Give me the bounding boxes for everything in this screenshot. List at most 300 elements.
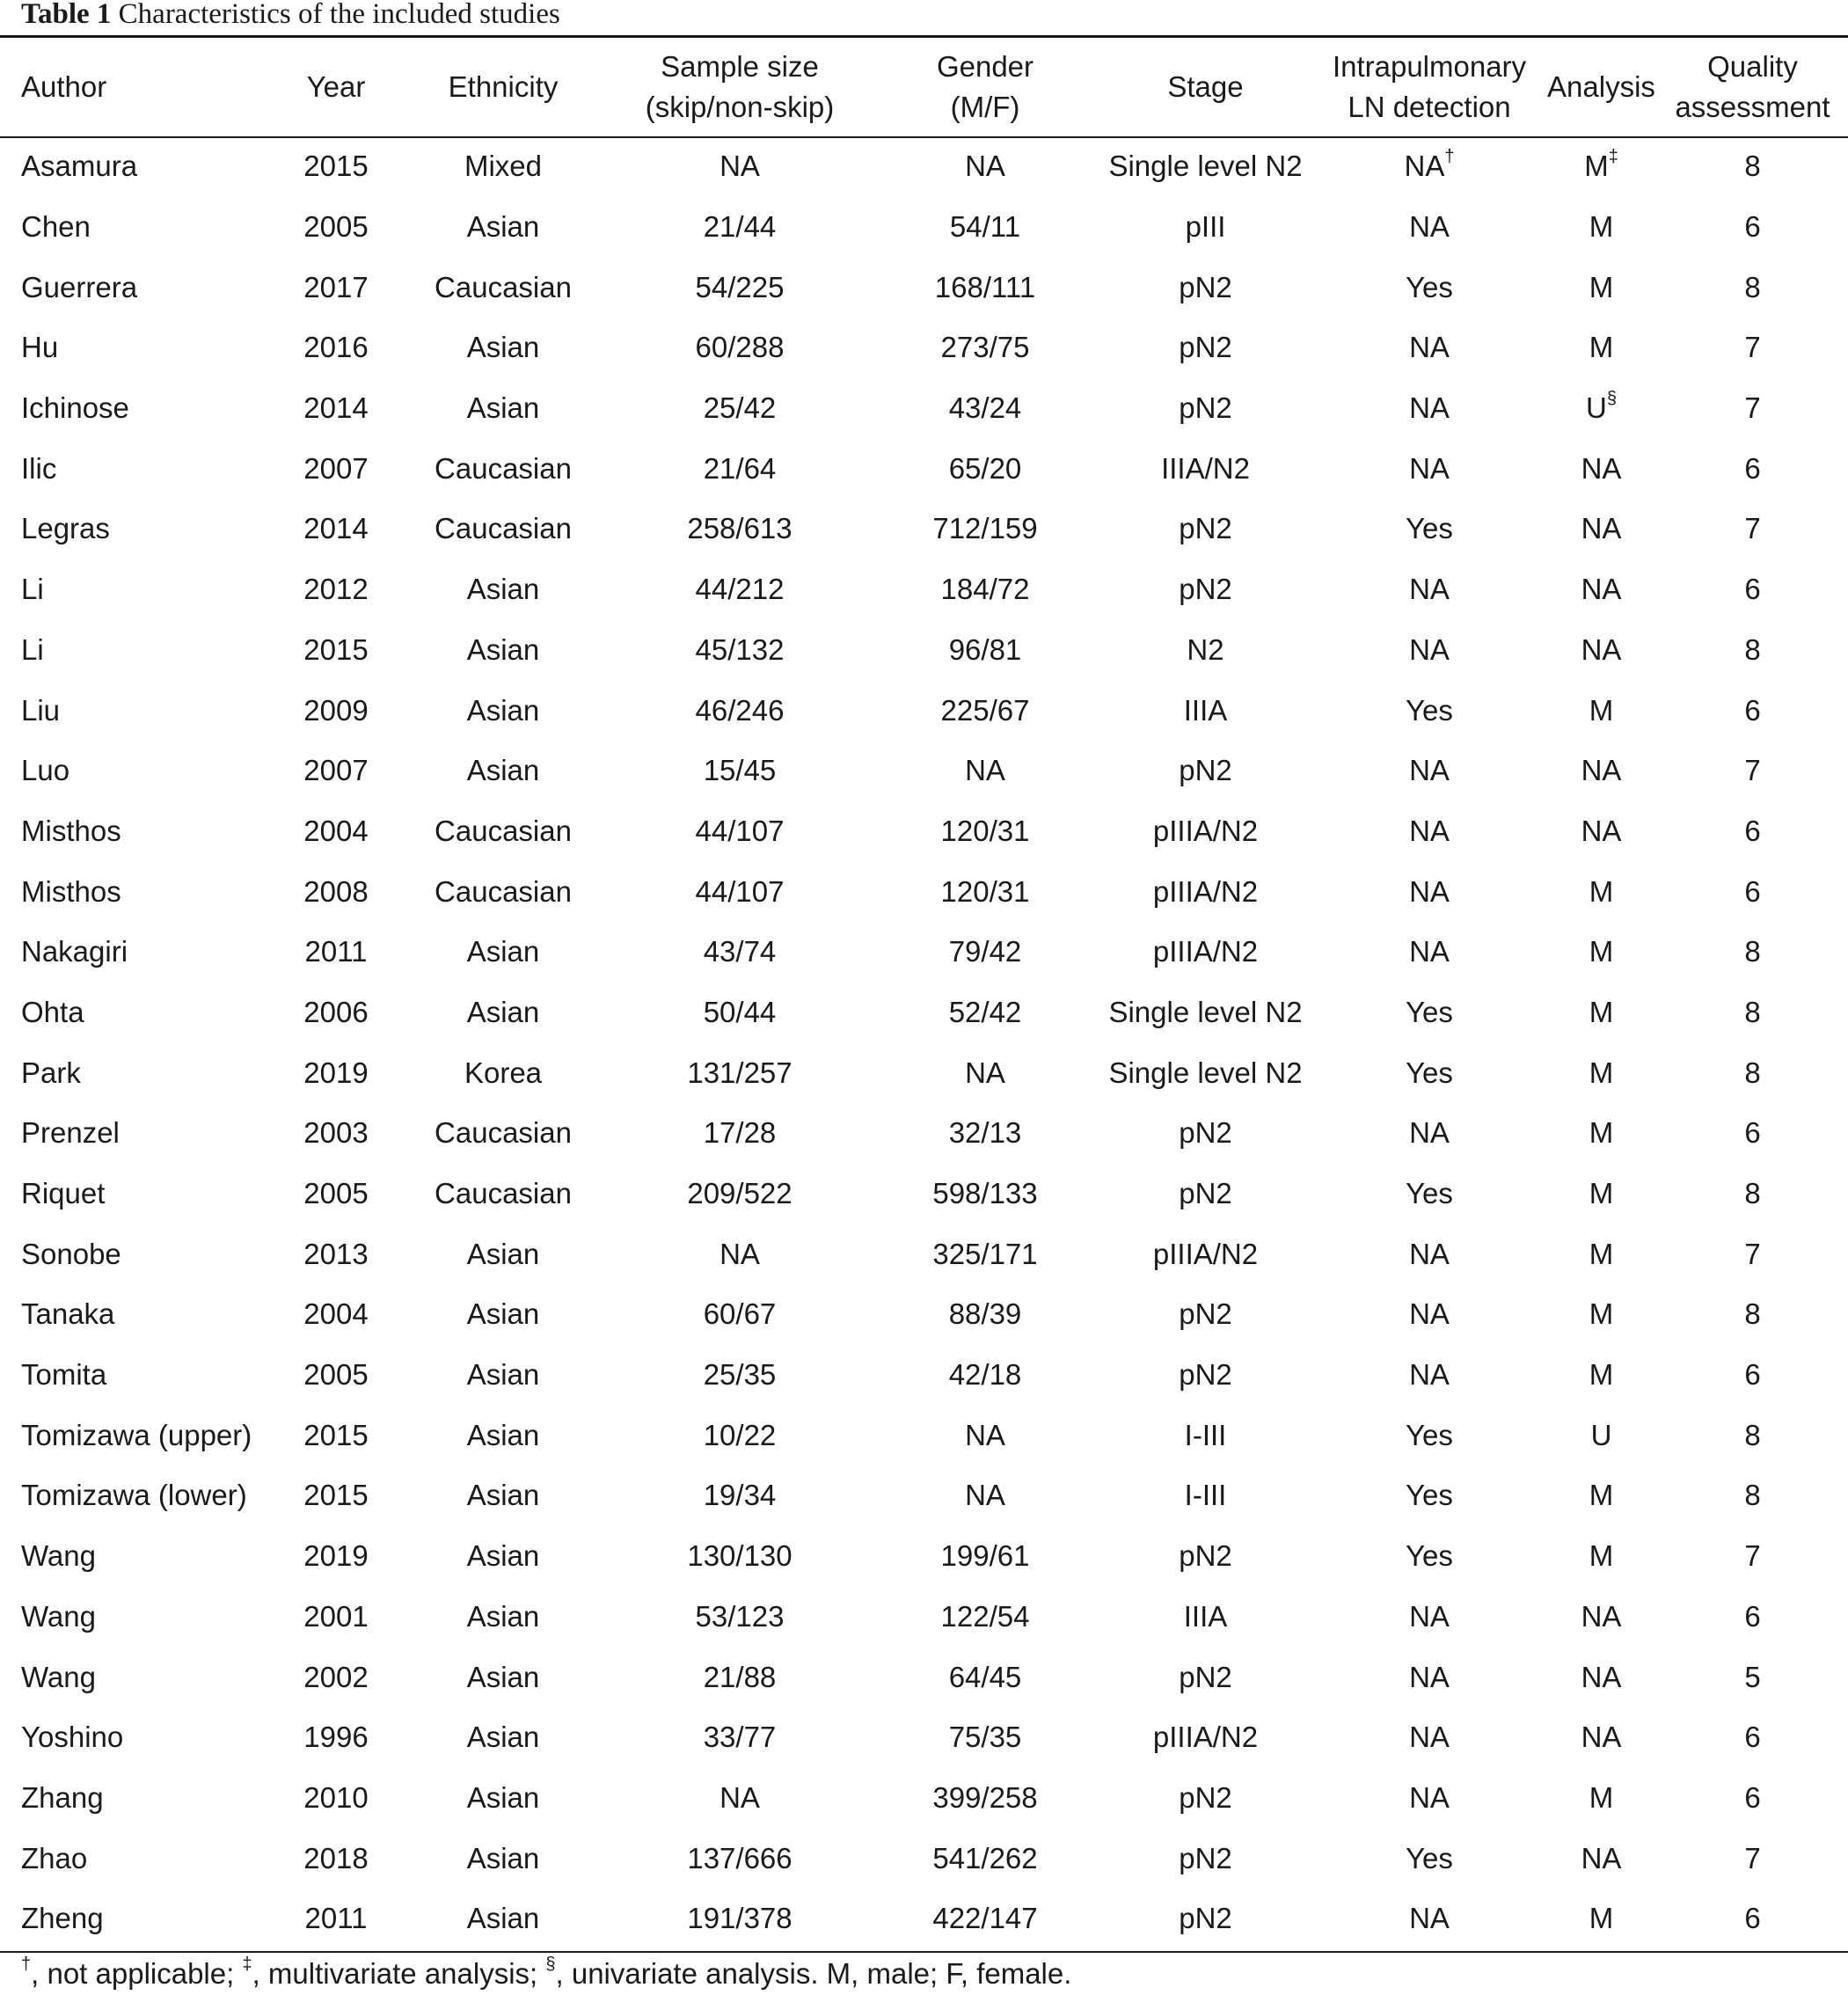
cell-sample-size: 25/35 xyxy=(703,1358,777,1392)
header-row xyxy=(0,38,1848,136)
cell-quality: 6 xyxy=(1744,814,1761,847)
cell-ln-detection: NA xyxy=(1409,1297,1450,1331)
cell-sample-size: 209/522 xyxy=(687,1177,793,1210)
cell-gender: 43/24 xyxy=(948,391,1022,425)
cell-stage: IIIA/N2 xyxy=(1161,451,1250,485)
cell-ethnicity: Asian xyxy=(466,693,540,727)
cell-gender: NA xyxy=(965,150,1005,183)
cell-ethnicity: Asian xyxy=(466,1539,540,1573)
cell-year: 2013 xyxy=(303,1237,369,1270)
cell-author: Tomita xyxy=(21,1358,107,1392)
cell-gender: NA xyxy=(965,754,1005,787)
cell-gender: 54/11 xyxy=(949,210,1021,244)
cell-analysis: NA xyxy=(1581,1841,1622,1874)
cell-author: Legras xyxy=(21,512,110,545)
table-footnote: †, not applicable; ‡, multivariate analysis; §, univariate analysis. M, male; F, female. xyxy=(21,1955,1072,1990)
cell-analysis: NA xyxy=(1581,1599,1622,1633)
cell-quality: 8 xyxy=(1744,1479,1761,1512)
cell-quality: 8 xyxy=(1744,1418,1761,1451)
cell-quality: 7 xyxy=(1744,391,1761,425)
cell-stage: Single level N2 xyxy=(1108,1056,1303,1089)
cell-sample-size: 44/107 xyxy=(695,814,785,847)
cell-gender: 325/171 xyxy=(932,1237,1038,1270)
cell-gender: 598/133 xyxy=(932,1177,1038,1210)
cell-year: 2002 xyxy=(303,1660,369,1693)
cell-year: 2012 xyxy=(303,573,369,606)
cell-analysis: M xyxy=(1589,1479,1614,1512)
cell-year: 2017 xyxy=(303,270,369,303)
cell-analysis: M xyxy=(1589,270,1614,303)
cell-ln-detection: NA xyxy=(1409,451,1450,485)
cell-ethnicity: Asian xyxy=(466,391,540,425)
cell-year: 2001 xyxy=(303,1599,369,1633)
cell-author: Ichinose xyxy=(21,391,129,425)
cell-analysis: M xyxy=(1589,1539,1614,1573)
cell-author: Wang xyxy=(21,1539,96,1573)
table-row xyxy=(0,438,1848,499)
cell-gender: 399/258 xyxy=(932,1780,1038,1814)
cell-author: Zhao xyxy=(21,1841,88,1874)
cell-author: Tanaka xyxy=(21,1297,115,1331)
cell-stage: pN2 xyxy=(1179,512,1232,545)
cell-gender: 42/18 xyxy=(948,1358,1022,1392)
cell-ln-detection: NA xyxy=(1409,1721,1450,1754)
cell-gender: 168/111 xyxy=(934,270,1036,303)
cell-year: 2016 xyxy=(303,331,369,364)
cell-ln-detection: Yes xyxy=(1406,270,1453,303)
cell-author: Prenzel xyxy=(21,1116,120,1150)
cell-analysis: NA xyxy=(1581,451,1622,485)
table-row xyxy=(0,983,1848,1043)
cell-quality: 6 xyxy=(1744,874,1761,908)
cell-author: Tomizawa (lower) xyxy=(21,1479,247,1512)
cell-ethnicity: Asian xyxy=(466,1780,540,1814)
cell-year: 2011 xyxy=(304,935,368,968)
cell-ln-detection: NA xyxy=(1409,874,1450,908)
cell-sample-size: 15/45 xyxy=(703,754,777,787)
cell-sample-size: 53/123 xyxy=(695,1599,785,1633)
cell-author: Nakagiri xyxy=(21,935,128,968)
cell-ethnicity: Asian xyxy=(466,331,540,364)
table-row xyxy=(0,1164,1848,1224)
table-row xyxy=(0,922,1848,983)
cell-author: Ohta xyxy=(21,995,84,1028)
cell-analysis: M xyxy=(1589,1297,1614,1331)
cell-author: Li xyxy=(21,632,44,666)
cell-stage: N2 xyxy=(1187,632,1224,666)
cell-sample-size: 258/613 xyxy=(687,512,793,545)
table-row xyxy=(0,1828,1848,1889)
cell-ln-detection: Yes xyxy=(1406,1479,1453,1512)
cell-year: 2015 xyxy=(303,150,369,183)
table-row xyxy=(0,1768,1848,1829)
cell-ethnicity: Caucasian xyxy=(435,1177,572,1210)
cell-analysis: NA xyxy=(1581,1721,1622,1754)
cell-gender: 64/45 xyxy=(948,1660,1022,1693)
cell-year: 2015 xyxy=(303,632,369,666)
cell-ethnicity: Asian xyxy=(466,1841,540,1874)
table-row xyxy=(0,1345,1848,1406)
cell-analysis: M xyxy=(1589,1237,1614,1270)
cell-year: 2011 xyxy=(304,1902,368,1935)
cell-sample-size: 43/74 xyxy=(703,935,777,968)
table-row xyxy=(0,136,1848,197)
cell-ln-detection: NA xyxy=(1409,391,1450,425)
cell-sample-size: 21/44 xyxy=(703,210,777,244)
cell-year: 2014 xyxy=(303,391,369,425)
cell-stage: IIIA xyxy=(1183,693,1228,727)
cell-analysis: U xyxy=(1590,1418,1612,1451)
cell-quality: 6 xyxy=(1744,1721,1761,1754)
cell-ethnicity: Asian xyxy=(466,1721,540,1754)
cell-gender: 184/72 xyxy=(940,573,1030,606)
cell-gender: 541/262 xyxy=(932,1841,1038,1874)
cell-gender: 79/42 xyxy=(948,935,1022,968)
cell-ethnicity: Caucasian xyxy=(435,814,572,847)
cell-quality: 7 xyxy=(1744,1237,1761,1270)
cell-year: 2007 xyxy=(303,754,369,787)
cell-quality: 8 xyxy=(1744,995,1761,1028)
cell-sample-size: 46/246 xyxy=(695,693,785,727)
cell-stage: pN2 xyxy=(1179,1841,1232,1874)
cell-year: 2005 xyxy=(303,1358,369,1392)
cell-ethnicity: Asian xyxy=(466,1599,540,1633)
cell-ethnicity: Asian xyxy=(466,1660,540,1693)
cell-stage: pN2 xyxy=(1179,1116,1232,1150)
cell-quality: 6 xyxy=(1744,1780,1761,1814)
cell-ethnicity: Caucasian xyxy=(435,270,572,303)
cell-year: 2015 xyxy=(303,1418,369,1451)
cell-stage: pN2 xyxy=(1179,754,1232,787)
cell-ln-detection: NA xyxy=(1409,1660,1450,1693)
cell-year: 2005 xyxy=(303,210,369,244)
cell-gender: NA xyxy=(965,1418,1005,1451)
cell-year: 2007 xyxy=(303,451,369,485)
table-row xyxy=(0,1042,1848,1103)
table-row xyxy=(0,1889,1848,1949)
cell-quality: 7 xyxy=(1744,1539,1761,1573)
cell-gender: 712/159 xyxy=(932,512,1038,545)
cell-year: 2019 xyxy=(303,1539,369,1573)
cell-stage: pIIIA/N2 xyxy=(1152,874,1259,908)
col-header-stage: Stage xyxy=(1167,70,1244,103)
col-header-analysis: Analysis xyxy=(1547,70,1655,103)
col-header-quality: Quality assessment xyxy=(1675,50,1830,123)
cell-sample-size: 60/67 xyxy=(703,1297,777,1331)
table-row xyxy=(0,1103,1848,1164)
cell-stage: pN2 xyxy=(1179,1780,1232,1814)
cell-stage: pN2 xyxy=(1179,331,1232,364)
cell-sample-size: 44/212 xyxy=(695,573,785,606)
cell-sample-size: 33/77 xyxy=(703,1721,777,1754)
cell-quality: 6 xyxy=(1744,1902,1761,1935)
cell-author: Zhang xyxy=(21,1780,104,1814)
cell-ethnicity: Asian xyxy=(466,1902,540,1935)
cell-gender: 120/31 xyxy=(940,814,1030,847)
cell-analysis: M xyxy=(1589,693,1614,727)
cell-stage: pIIIA/N2 xyxy=(1152,935,1259,968)
cell-ln-detection: Yes xyxy=(1406,693,1453,727)
cell-author: Wang xyxy=(21,1660,96,1693)
cell-analysis: M xyxy=(1589,331,1614,364)
cell-sample-size: 130/130 xyxy=(687,1539,793,1573)
cell-author: Yoshino xyxy=(21,1721,124,1754)
cell-analysis: M xyxy=(1589,995,1614,1028)
col-header-ln-detection: Intrapulmonary LN detection xyxy=(1332,50,1527,123)
cell-quality: 8 xyxy=(1744,1056,1761,1089)
cell-sample-size: 54/225 xyxy=(695,270,785,303)
cell-sample-size: 21/64 xyxy=(703,451,777,485)
cell-sample-size: NA xyxy=(719,1237,760,1270)
cell-stage: pIII xyxy=(1185,210,1226,244)
cell-ethnicity: Asian xyxy=(466,995,540,1028)
cell-ln-detection: Yes xyxy=(1406,1177,1453,1210)
cell-analysis: M xyxy=(1589,1116,1614,1150)
cell-stage: pN2 xyxy=(1179,1660,1232,1693)
cell-stage: pN2 xyxy=(1179,391,1232,425)
cell-author: Liu xyxy=(21,693,61,727)
cell-ethnicity: Asian xyxy=(466,1297,540,1331)
table-row xyxy=(0,499,1848,559)
cell-ethnicity: Asian xyxy=(466,935,540,968)
cell-ln-detection: NA xyxy=(1409,210,1450,244)
cell-ln-detection: NA xyxy=(1409,1599,1450,1633)
table-row xyxy=(0,1587,1848,1648)
col-header-gender: Gender (M/F) xyxy=(936,50,1034,123)
cell-gender: NA xyxy=(965,1479,1005,1512)
cell-sample-size: 137/666 xyxy=(687,1841,793,1874)
cell-year: 2004 xyxy=(303,1297,369,1331)
cell-sample-size: NA xyxy=(719,1780,760,1814)
cell-ethnicity: Caucasian xyxy=(435,451,572,485)
cell-year: 2006 xyxy=(303,995,369,1028)
cell-stage: pN2 xyxy=(1179,1539,1232,1573)
cell-sample-size: 60/288 xyxy=(695,331,785,364)
cell-ln-detection: Yes xyxy=(1406,1056,1453,1089)
cell-sample-size: 50/44 xyxy=(703,995,777,1028)
cell-quality: 6 xyxy=(1744,210,1761,244)
cell-analysis: M xyxy=(1589,1358,1614,1392)
bottom-rule xyxy=(0,1951,1848,1953)
cell-ethnicity: Asian xyxy=(466,1418,540,1451)
cell-stage: pIIIA/N2 xyxy=(1152,814,1259,847)
cell-sample-size: 10/22 xyxy=(703,1418,777,1451)
cell-analysis: M‡ xyxy=(1584,147,1618,183)
cell-ln-detection: NA xyxy=(1409,1358,1450,1392)
cell-year: 2015 xyxy=(303,1479,369,1512)
cell-sample-size: 25/42 xyxy=(703,391,777,425)
cell-author: Luo xyxy=(21,754,70,787)
cell-quality: 7 xyxy=(1744,512,1761,545)
cell-year: 2014 xyxy=(303,512,369,545)
cell-year: 2008 xyxy=(303,874,369,908)
cell-analysis: NA xyxy=(1581,1660,1622,1693)
studies-table xyxy=(0,38,1848,1949)
cell-gender: NA xyxy=(965,1056,1005,1089)
cell-gender: 88/39 xyxy=(948,1297,1022,1331)
table-row xyxy=(0,1224,1848,1284)
cell-sample-size: 45/132 xyxy=(695,632,785,666)
cell-gender: 75/35 xyxy=(948,1721,1022,1754)
cell-stage: pIIIA/N2 xyxy=(1152,1721,1259,1754)
cell-gender: 32/13 xyxy=(948,1116,1022,1150)
cell-analysis: NA xyxy=(1581,512,1622,545)
cell-quality: 7 xyxy=(1744,331,1761,364)
cell-ethnicity: Asian xyxy=(466,573,540,606)
cell-year: 2004 xyxy=(303,814,369,847)
cell-stage: pN2 xyxy=(1179,1902,1232,1935)
cell-quality: 8 xyxy=(1744,632,1761,666)
cell-ethnicity: Asian xyxy=(466,632,540,666)
cell-analysis: M xyxy=(1589,210,1614,244)
cell-year: 2003 xyxy=(303,1116,369,1150)
cell-author: Tomizawa (upper) xyxy=(21,1418,252,1451)
cell-analysis: M xyxy=(1589,1780,1614,1814)
cell-gender: 199/61 xyxy=(940,1539,1030,1573)
table-row xyxy=(0,680,1848,741)
cell-sample-size: 21/88 xyxy=(703,1660,777,1693)
cell-sample-size: 191/378 xyxy=(687,1902,793,1935)
cell-quality: 7 xyxy=(1744,754,1761,787)
cell-gender: 422/147 xyxy=(932,1902,1038,1935)
cell-analysis: M xyxy=(1589,1902,1614,1935)
cell-gender: 65/20 xyxy=(948,451,1022,485)
cell-year: 2019 xyxy=(303,1056,369,1089)
cell-stage: pN2 xyxy=(1179,1177,1232,1210)
cell-gender: 120/31 xyxy=(940,874,1030,908)
cell-year: 2009 xyxy=(303,693,369,727)
cell-analysis: NA xyxy=(1581,814,1622,847)
cell-author: Riquet xyxy=(21,1177,106,1210)
cell-sample-size: 44/107 xyxy=(695,874,785,908)
cell-stage: pN2 xyxy=(1179,270,1232,303)
cell-ln-detection: NA xyxy=(1409,573,1450,606)
cell-author: Hu xyxy=(21,331,59,364)
cell-analysis: NA xyxy=(1581,754,1622,787)
cell-stage: Single level N2 xyxy=(1108,150,1303,183)
cell-analysis: U§ xyxy=(1586,389,1617,425)
cell-author: Sonobe xyxy=(21,1237,121,1270)
cell-gender: 96/81 xyxy=(948,632,1022,666)
cell-ln-detection: Yes xyxy=(1406,1418,1453,1451)
cell-ln-detection: Yes xyxy=(1406,1841,1453,1874)
cell-quality: 6 xyxy=(1744,1116,1761,1150)
cell-sample-size: 131/257 xyxy=(687,1056,793,1089)
cell-stage: IIIA xyxy=(1183,1599,1228,1633)
table-row xyxy=(0,741,1848,801)
cell-author: Li xyxy=(21,573,44,606)
cell-gender: 52/42 xyxy=(948,995,1022,1028)
cell-author: Park xyxy=(21,1056,81,1089)
cell-ln-detection: NA xyxy=(1409,935,1450,968)
table-row xyxy=(0,257,1848,318)
cell-ethnicity: Asian xyxy=(466,1479,540,1512)
cell-stage: pN2 xyxy=(1179,573,1232,606)
cell-author: Wang xyxy=(21,1599,96,1633)
cell-quality: 6 xyxy=(1744,1599,1761,1633)
cell-author: Misthos xyxy=(21,874,121,908)
cell-ln-detection: NA xyxy=(1409,632,1450,666)
cell-quality: 8 xyxy=(1744,1177,1761,1210)
col-header-sample-size: Sample size (skip/non-skip) xyxy=(645,50,835,123)
table-row xyxy=(0,801,1848,862)
table-row xyxy=(0,197,1848,258)
cell-sample-size: 17/28 xyxy=(703,1116,777,1150)
col-header-year: Year xyxy=(306,70,366,103)
cell-ln-detection: NA xyxy=(1409,1237,1450,1270)
cell-stage: pN2 xyxy=(1179,1297,1232,1331)
cell-analysis: M xyxy=(1589,874,1614,908)
cell-analysis: NA xyxy=(1581,632,1622,666)
cell-ln-detection: Yes xyxy=(1406,512,1453,545)
cell-ethnicity: Asian xyxy=(466,210,540,244)
cell-year: 2018 xyxy=(303,1841,369,1874)
cell-quality: 8 xyxy=(1744,270,1761,303)
table-row xyxy=(0,1707,1848,1768)
cell-gender: 273/75 xyxy=(940,331,1030,364)
cell-gender: 225/67 xyxy=(940,693,1030,727)
cell-ln-detection: NA xyxy=(1409,1116,1450,1150)
cell-sample-size: NA xyxy=(719,150,760,183)
table-row xyxy=(0,861,1848,922)
table-row xyxy=(0,1284,1848,1345)
cell-ethnicity: Asian xyxy=(466,1237,540,1270)
cell-stage: pIIIA/N2 xyxy=(1152,1237,1259,1270)
table-row xyxy=(0,1405,1848,1465)
cell-ethnicity: Caucasian xyxy=(435,512,572,545)
cell-stage: pN2 xyxy=(1179,1358,1232,1392)
cell-author: Guerrera xyxy=(21,270,138,303)
cell-analysis: NA xyxy=(1581,573,1622,606)
cell-year: 2010 xyxy=(303,1780,369,1814)
cell-year: 1996 xyxy=(303,1721,369,1754)
cell-stage: Single level N2 xyxy=(1108,995,1303,1028)
table-row xyxy=(0,559,1848,620)
cell-stage: I-III xyxy=(1184,1418,1227,1451)
col-header-author: Author xyxy=(21,70,107,103)
cell-analysis: M xyxy=(1589,935,1614,968)
table-row xyxy=(0,1465,1848,1526)
cell-quality: 7 xyxy=(1744,1841,1761,1874)
cell-author: Misthos xyxy=(21,814,121,847)
cell-ethnicity: Asian xyxy=(466,1358,540,1392)
cell-ln-detection: NA xyxy=(1409,1780,1450,1814)
cell-ethnicity: Korea xyxy=(464,1056,543,1089)
cell-quality: 8 xyxy=(1744,150,1761,183)
cell-quality: 6 xyxy=(1744,693,1761,727)
table-row xyxy=(0,378,1848,439)
cell-stage: I-III xyxy=(1184,1479,1227,1512)
table-row xyxy=(0,318,1848,378)
cell-author: Ilic xyxy=(21,451,57,485)
cell-ln-detection: NA xyxy=(1409,331,1450,364)
cell-ln-detection: NA xyxy=(1409,754,1450,787)
cell-ethnicity: Caucasian xyxy=(435,1116,572,1150)
cell-author: Zheng xyxy=(21,1902,104,1935)
cell-ln-detection: NA xyxy=(1409,1902,1450,1935)
table-row xyxy=(0,620,1848,681)
cell-ln-detection: NA xyxy=(1409,814,1450,847)
cell-analysis: M xyxy=(1589,1177,1614,1210)
cell-quality: 8 xyxy=(1744,935,1761,968)
table-caption xyxy=(21,0,560,35)
cell-ethnicity: Mixed xyxy=(464,150,543,183)
cell-sample-size: 19/34 xyxy=(703,1479,777,1512)
cell-analysis: M xyxy=(1589,1056,1614,1089)
cell-quality: 6 xyxy=(1744,451,1761,485)
cell-ln-detection: Yes xyxy=(1406,1539,1453,1573)
col-header-ethnicity: Ethnicity xyxy=(448,70,559,103)
